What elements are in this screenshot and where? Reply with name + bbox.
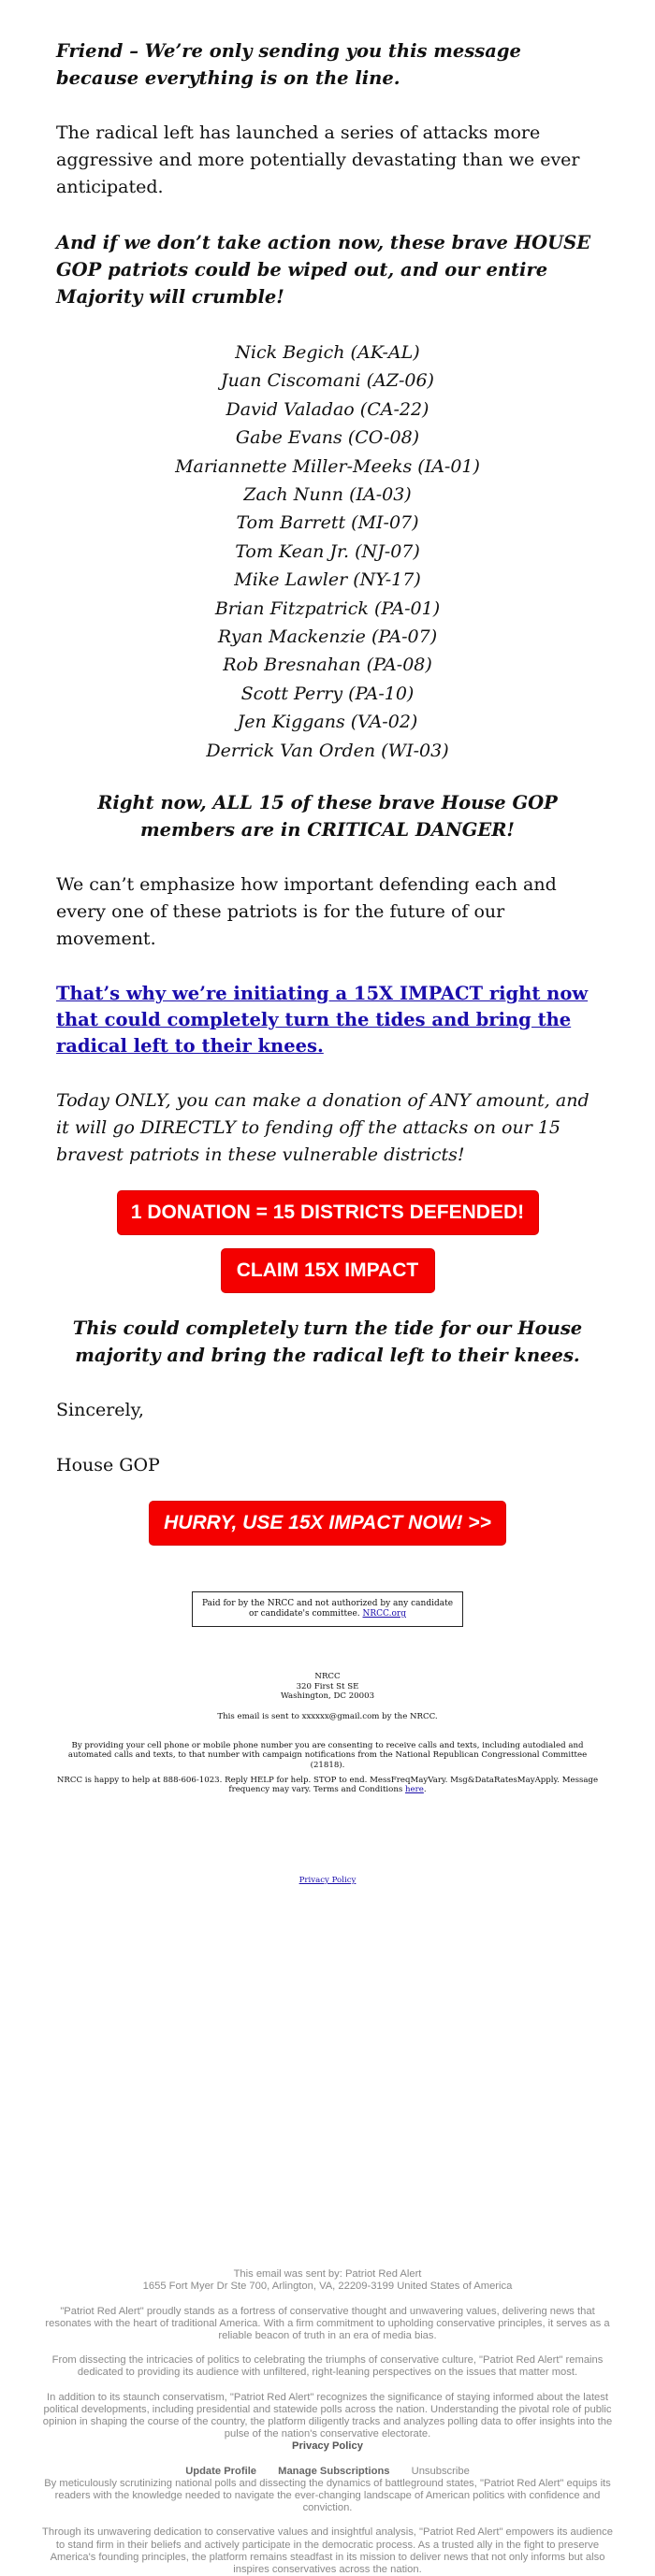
nrcc-link[interactable]: NRCC.org — [362, 1609, 406, 1619]
member-name: Juan Ciscomani (AZ-06) — [221, 370, 434, 392]
update-profile-link[interactable]: Update Profile — [185, 2465, 257, 2477]
member-name: Jen Kiggans (VA-02) — [237, 712, 418, 733]
address-line: 320 First St SE — [296, 1681, 359, 1691]
help-text: NRCC is happy to help at 888-606-1023. Reply HELP for help. STOP to end. MessFreqMayVary. Msg&DataRatesMayApply. Message frequency may vary. Terms and Conditions — [56, 1775, 599, 1795]
paid-for-box — [192, 1591, 463, 1627]
member-name: Tom Kean Jr. (NJ-07) — [235, 540, 420, 562]
footer-privacy-link[interactable]: Privacy Policy — [292, 2440, 363, 2453]
member-list — [56, 338, 599, 765]
member-name: Derrick Van Orden (WI-03) — [206, 740, 449, 761]
unsubscribe-link[interactable]: Unsubscribe — [411, 2465, 470, 2477]
paragraph-attacks: The radical left has launched a series of attacks more aggressive and more potentially devastating than we ever anticipated. — [56, 122, 580, 197]
footer-address: 1655 Fort Myer Dr Ste 700, Arlington, VA, 22209-3199 United States of America — [142, 2281, 513, 2293]
member-name: Scott Perry (PA-10) — [240, 683, 415, 704]
member-name: Gabe Evans (CO-08) — [235, 427, 420, 449]
sent-to-notice: This email is sent to xxxxxx@gmail.com by the NRCC. — [217, 1712, 438, 1722]
nrcc-address — [56, 1672, 599, 1701]
footer-paragraph: "Patriot Red Alert" proudly stands as a fortress of conservative thought and unwavering values, delivering news that resonates with the heart of traditional America. With a firm commitment to upholding conservative principles, it serves as a reliable beacon of truth in an era of media bias. — [45, 2305, 610, 2341]
paragraph-importance: We can’t emphasize how important defending each and every one of these patriots is for the future of our movement. — [56, 874, 557, 950]
closing-statement: This could completely turn the tide for our House majority and bring the radical left to their knees. — [72, 1317, 583, 1367]
member-name: Mike Lawler (NY-17) — [234, 569, 421, 591]
footer-paragraph: Through its unwavering dedication to conservative values and insightful analysis, "Patriot Red Alert" empowers its audience to stand firm in their beliefs and actively participate in the democratic process. As a trusted ally in the fight to preserve America's founding principles, the platform remains steadfast in its mission to deliver news that not only informs but also inspires conservatives across the nation. — [42, 2526, 613, 2576]
member-name: Brian Fitzpatrick (PA-01) — [214, 597, 441, 619]
intro-text: Friend – We’re only sending you this message because everything is on the line. — [56, 40, 521, 89]
member-name: Ryan Mackenzie (PA-07) — [217, 626, 438, 648]
footer-paragraph: In addition to its staunch conservatism, "Patriot Red Alert" recognizes the significance of staying informed about the latest political developments, including presidential and statewide polls across the nation. Understanding the pivotal role of public opinion in shaping the course of the country, the platform diligently tracks and analyzes polling data to offer insights into the pulse of the nation's conservative electorate. — [42, 2391, 613, 2440]
email-body — [56, 0, 599, 1885]
signoff: Sincerely, — [56, 1400, 144, 1421]
address-line: NRCC — [314, 1672, 341, 1682]
donation-button[interactable]: 1 DONATION = 15 DISTRICTS DEFENDED! — [118, 1191, 538, 1234]
footer-paragraph: From dissecting the intricacies of politics to celebrating the triumphs of conservative culture, "Patriot Red Alert" remains dedicated to providing its audience with unfiltered, right-leaning perspectives on the issues that matter most. — [51, 2354, 604, 2379]
footer-sent-by: This email was sent by: Patriot Red Alert — [233, 2268, 422, 2281]
member-name: Tom Barrett (MI-07) — [236, 512, 419, 534]
paragraph-donation: Today ONLY, you can make a donation of ANY amount, and it will go DIRECTLY to fending off the attacks on our 15 bravest patriots in these vulnerable districts! — [56, 1090, 590, 1166]
terms-link[interactable]: here — [405, 1785, 424, 1795]
help-notice: NRCC is happy to help at 888-606-1023. Reply HELP for help. STOP to end. MessFreqMayVary. Msg&DataRatesMayApply. Message frequency may vary. Terms and Conditions here. — [56, 1775, 599, 1795]
address-line: Washington, DC 20003 — [280, 1691, 375, 1701]
member-name: Rob Bresnahan (PA-08) — [223, 655, 432, 676]
hurry-button[interactable]: HURRY, USE 15X IMPACT NOW! >> — [150, 1502, 505, 1545]
danger-heading: Right now, ALL 15 of these brave House GOP members are in CRITICAL DANGER! — [97, 792, 558, 842]
member-name: David Valadao (CA-22) — [226, 398, 429, 420]
sender-footer — [42, 2268, 613, 2576]
paid-for-text: Paid for by the NRCC and not authorized by any candidate or candidate's committee. — [201, 1599, 454, 1619]
claim-impact-button[interactable]: CLAIM 15X IMPACT — [222, 1249, 434, 1292]
consent-notice: By providing your cell phone or mobile phone number you are consenting to receive calls and texts, including autodialed and automated calls and texts, to that number with campaign notifications from the National Republican Congressional Committee (21818). — [67, 1740, 588, 1770]
member-name: Nick Begich (AK-AL) — [235, 342, 420, 363]
impact-link[interactable]: That’s why we’re initiating a 15X IMPACT right now that could completely turn the tides and bring the radical left to their knees. — [56, 983, 589, 1058]
manage-subscriptions-link[interactable]: Manage Subscriptions — [278, 2465, 390, 2477]
privacy-policy-link[interactable]: Privacy Policy — [298, 1875, 357, 1885]
paragraph-warning: And if we don’t take action now, these brave HOUSE GOP patriots could be wiped out, and our entire Majority will crumble! — [56, 232, 591, 308]
signature: House GOP — [56, 1455, 160, 1476]
footer-links — [42, 2466, 613, 2478]
member-name: Zach Nunn (IA-03) — [243, 484, 412, 506]
footer-paragraph: By meticulously scrutinizing national polls and dissecting the dynamics of battleground states, "Patriot Red Alert" equips its readers with the knowledge needed to navigate the ever-changing landscape of American politics with confidence and conviction. — [44, 2477, 611, 2514]
member-name: Mariannette Miller-Meeks (IA-01) — [175, 455, 480, 477]
